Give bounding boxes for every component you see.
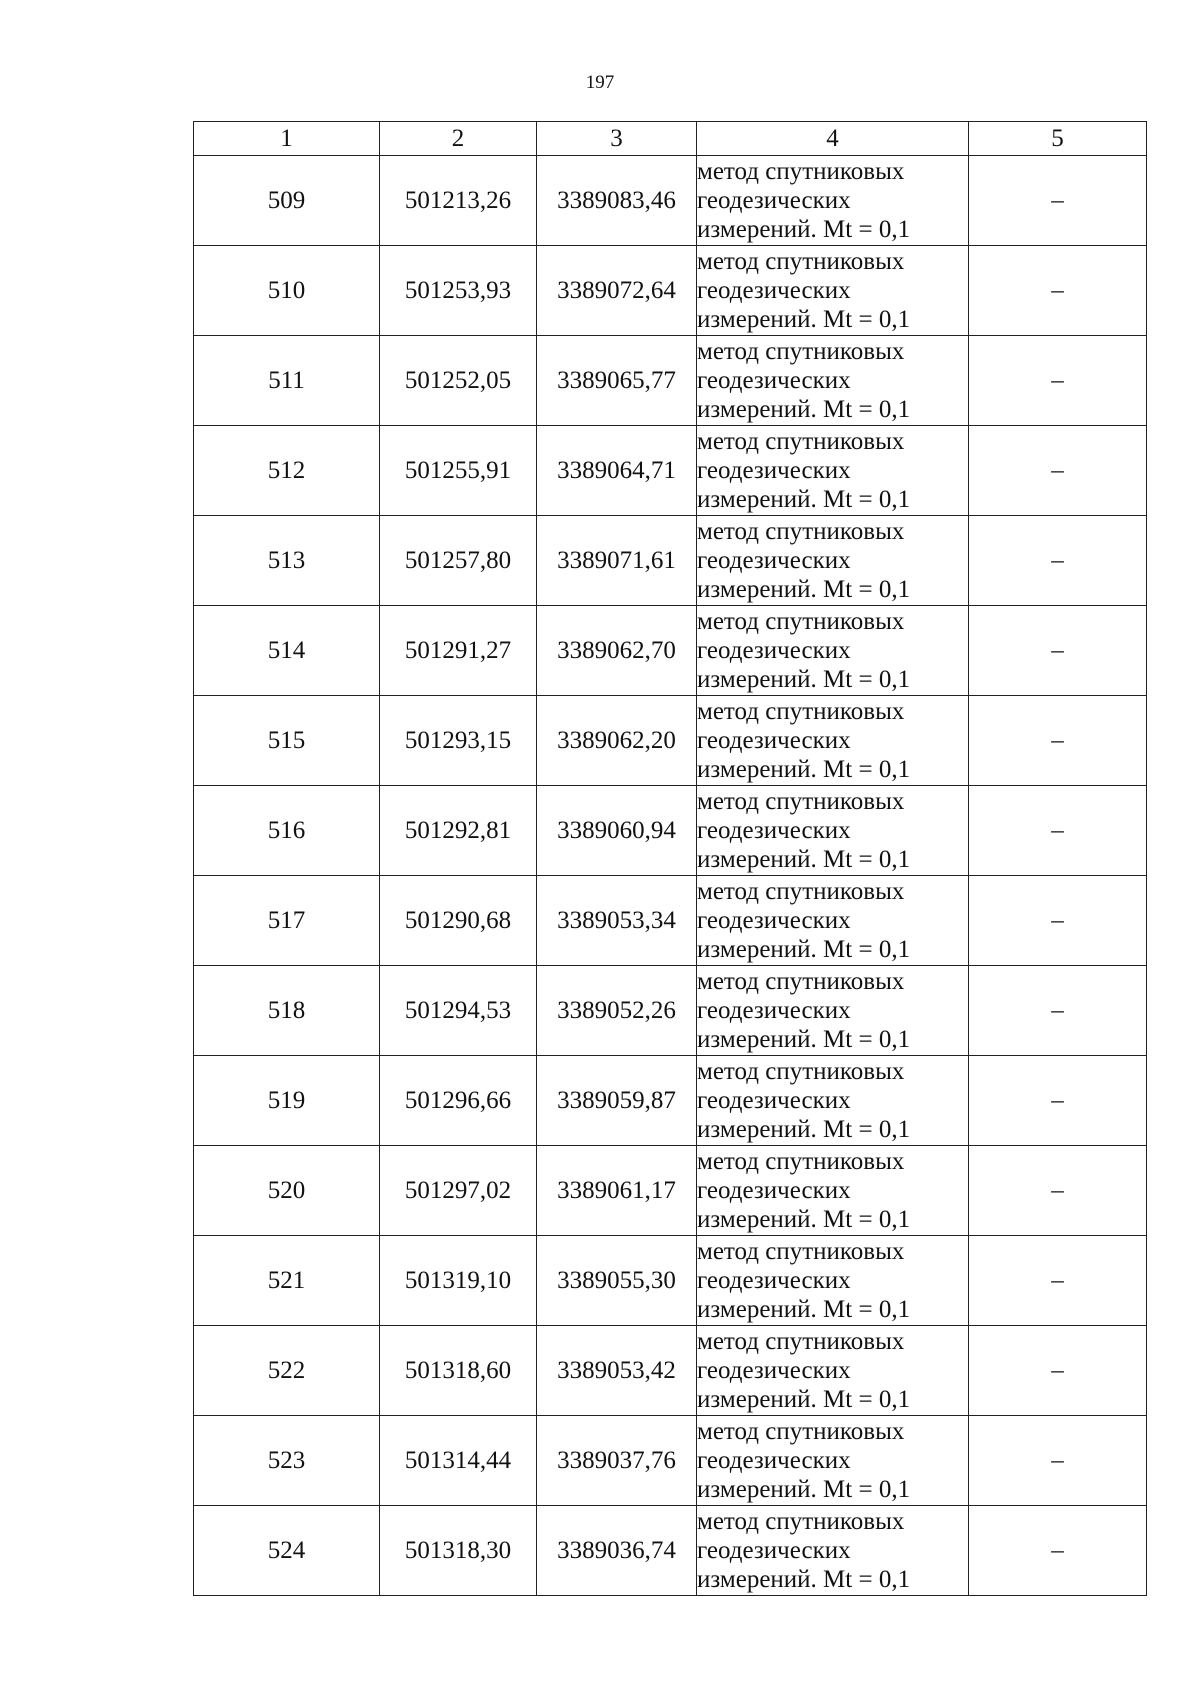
y-coordinate-cell: 3389053,34 [537,876,697,966]
method-line: измерений. Mt = 0,1 [697,1566,911,1593]
extra-cell: – [969,1056,1147,1146]
table-row [194,336,1147,426]
method-line: измерений. Mt = 0,1 [697,1026,911,1053]
extra-cell: – [969,1506,1147,1596]
x-coordinate-cell: 501213,26 [380,156,537,246]
table-row [194,156,1147,246]
header-cell-4: 4 [697,122,969,156]
coordinates-table [193,121,1147,1596]
method-line: измерений. Mt = 0,1 [697,576,911,603]
y-coordinate-cell: 3389036,74 [537,1506,697,1596]
point-number-cell: 521 [194,1236,380,1326]
point-number-cell: 514 [194,606,380,696]
method-line: геодезических [697,1087,851,1114]
method-line: метод спутниковых [697,1058,905,1085]
y-coordinate-cell: 3389062,20 [537,696,697,786]
x-coordinate-cell: 501291,27 [380,606,537,696]
table-row [194,786,1147,876]
method-line: измерений. Mt = 0,1 [697,756,911,783]
header-cell-5: 5 [969,122,1147,156]
table-row [194,696,1147,786]
method-line: измерений. Mt = 0,1 [697,1476,911,1503]
table-row [194,516,1147,606]
point-number-cell: 522 [194,1326,380,1416]
y-coordinate-cell: 3389037,76 [537,1416,697,1506]
header-row [194,122,1147,156]
x-coordinate-cell: 501290,68 [380,876,537,966]
method-line: измерений. Mt = 0,1 [697,396,911,423]
table-row [194,876,1147,966]
table-row [194,966,1147,1056]
point-number-cell: 515 [194,696,380,786]
extra-cell: – [969,426,1147,516]
x-coordinate-cell: 501255,91 [380,426,537,516]
method-cell [697,1326,969,1416]
method-line: метод спутниковых [697,1418,905,1445]
method-cell [697,1506,969,1596]
method-cell [697,156,969,246]
y-coordinate-cell: 3389059,87 [537,1056,697,1146]
point-number-cell: 524 [194,1506,380,1596]
method-line: метод спутниковых [697,338,905,365]
extra-cell: – [969,336,1147,426]
method-cell [697,1416,969,1506]
x-coordinate-cell: 501292,81 [380,786,537,876]
method-line: геодезических [697,817,851,844]
method-cell [697,1236,969,1326]
extra-cell: – [969,696,1147,786]
method-line: метод спутниковых [697,1238,905,1265]
method-cell [697,1056,969,1146]
extra-cell: – [969,156,1147,246]
method-line: геодезических [697,457,851,484]
table-row [194,1056,1147,1146]
extra-cell: – [969,246,1147,336]
table-row [194,1506,1147,1596]
table-row [194,606,1147,696]
point-number-cell: 513 [194,516,380,606]
method-line: геодезических [697,907,851,934]
method-line: измерений. Mt = 0,1 [697,936,911,963]
method-cell [697,696,969,786]
method-line: метод спутниковых [697,608,905,635]
y-coordinate-cell: 3389071,61 [537,516,697,606]
method-line: измерений. Mt = 0,1 [697,306,911,333]
method-line: геодезических [697,547,851,574]
y-coordinate-cell: 3389053,42 [537,1326,697,1416]
method-line: метод спутниковых [697,878,905,905]
extra-cell: – [969,1416,1147,1506]
method-cell [697,966,969,1056]
y-coordinate-cell: 3389064,71 [537,426,697,516]
method-line: измерений. Mt = 0,1 [697,1386,911,1413]
y-coordinate-cell: 3389083,46 [537,156,697,246]
y-coordinate-cell: 3389052,26 [537,966,697,1056]
method-line: метод спутниковых [697,158,905,185]
point-number-cell: 512 [194,426,380,516]
method-line: геодезических [697,1177,851,1204]
y-coordinate-cell: 3389060,94 [537,786,697,876]
method-line: метод спутниковых [697,1148,905,1175]
method-line: измерений. Mt = 0,1 [697,486,911,513]
method-cell [697,606,969,696]
header-cell-2: 2 [380,122,537,156]
page-number: 197 [585,72,615,93]
x-coordinate-cell: 501294,53 [380,966,537,1056]
x-coordinate-cell: 501314,44 [380,1416,537,1506]
method-cell [697,336,969,426]
extra-cell: – [969,876,1147,966]
method-line: метод спутниковых [697,788,905,815]
x-coordinate-cell: 501318,30 [380,1506,537,1596]
table-row [194,246,1147,336]
method-line: геодезических [697,277,851,304]
method-line: геодезических [697,997,851,1024]
method-line: метод спутниковых [697,518,905,545]
extra-cell: – [969,516,1147,606]
extra-cell: – [969,1326,1147,1416]
header-cell-1: 1 [194,122,380,156]
point-number-cell: 516 [194,786,380,876]
extra-cell: – [969,606,1147,696]
y-coordinate-cell: 3389065,77 [537,336,697,426]
x-coordinate-cell: 501293,15 [380,696,537,786]
point-number-cell: 517 [194,876,380,966]
x-coordinate-cell: 501319,10 [380,1236,537,1326]
method-line: геодезических [697,727,851,754]
point-number-cell: 520 [194,1146,380,1236]
y-coordinate-cell: 3389061,17 [537,1146,697,1236]
method-line: метод спутниковых [697,248,905,275]
table-row [194,1146,1147,1236]
point-number-cell: 509 [194,156,380,246]
point-number-cell: 519 [194,1056,380,1146]
method-line: геодезических [697,1267,851,1294]
method-line: геодезических [697,187,851,214]
method-line: метод спутниковых [697,1508,905,1535]
table-body [194,156,1147,1596]
x-coordinate-cell: 501318,60 [380,1326,537,1416]
x-coordinate-cell: 501297,02 [380,1146,537,1236]
method-line: метод спутниковых [697,968,905,995]
extra-cell: – [969,966,1147,1056]
method-line: измерений. Mt = 0,1 [697,216,911,243]
table-row [194,426,1147,516]
method-cell [697,246,969,336]
method-line: метод спутниковых [697,428,905,455]
point-number-cell: 510 [194,246,380,336]
method-cell [697,876,969,966]
method-line: геодезических [697,1537,851,1564]
method-line: метод спутниковых [697,1328,905,1355]
method-line: измерений. Mt = 0,1 [697,846,911,873]
method-line: измерений. Mt = 0,1 [697,1116,911,1143]
x-coordinate-cell: 501296,66 [380,1056,537,1146]
method-cell [697,426,969,516]
method-line: геодезических [697,367,851,394]
method-cell [697,786,969,876]
extra-cell: – [969,1146,1147,1236]
table-row [194,1326,1147,1416]
y-coordinate-cell: 3389055,30 [537,1236,697,1326]
extra-cell: – [969,1236,1147,1326]
x-coordinate-cell: 501257,80 [380,516,537,606]
extra-cell: – [969,786,1147,876]
point-number-cell: 523 [194,1416,380,1506]
y-coordinate-cell: 3389072,64 [537,246,697,336]
method-line: геодезических [697,1447,851,1474]
y-coordinate-cell: 3389062,70 [537,606,697,696]
method-line: метод спутниковых [697,698,905,725]
x-coordinate-cell: 501253,93 [380,246,537,336]
method-line: геодезических [697,1357,851,1384]
method-line: измерений. Mt = 0,1 [697,1206,911,1233]
point-number-cell: 511 [194,336,380,426]
table-row [194,1236,1147,1326]
method-cell [697,1146,969,1236]
table-row [194,1416,1147,1506]
point-number-cell: 518 [194,966,380,1056]
header-cell-3: 3 [537,122,697,156]
method-cell [697,516,969,606]
method-line: измерений. Mt = 0,1 [697,666,911,693]
method-line: измерений. Mt = 0,1 [697,1296,911,1323]
x-coordinate-cell: 501252,05 [380,336,537,426]
method-line: геодезических [697,637,851,664]
